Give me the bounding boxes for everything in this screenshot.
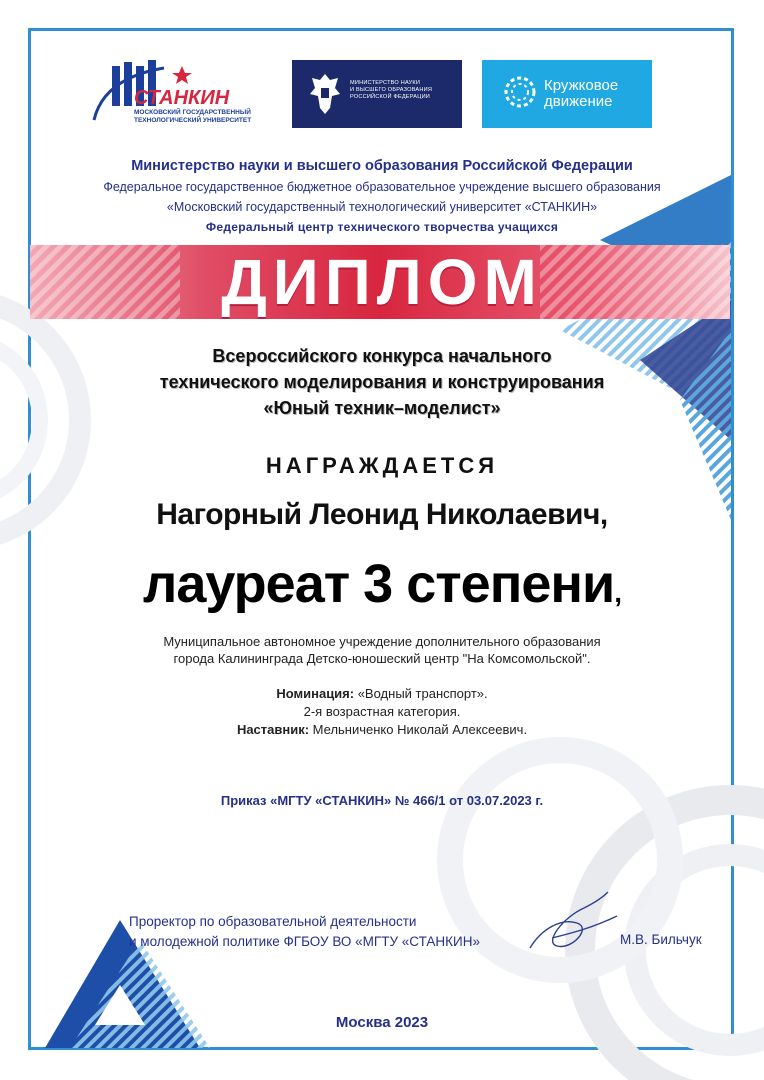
signer-position-line2: и молодежной политике ФГБОУ ВО «МГТУ «СТАНКИН»	[129, 934, 480, 949]
header-ministry: Министерство науки и высшего образования Российской Федерации	[131, 158, 633, 174]
logos-row	[84, 58, 654, 134]
kruzhok-logo-line1: Кружковое	[544, 77, 619, 94]
header-university: «Московский государственный технологический университет «СТАНКИН»	[166, 200, 598, 214]
svg-text:ТЕХНОЛОГИЧЕСКИЙ УНИВЕРСИТЕТ: ТЕХНОЛОГИЧЕСКИЙ УНИВЕРСИТЕТ	[134, 117, 252, 124]
ministry-logo	[292, 60, 462, 128]
signer-name: М.В. Бильчук	[620, 932, 702, 947]
contest-line1: Всероссийского конкурса начального	[212, 346, 552, 366]
eagle-crest-icon	[308, 70, 342, 116]
ministry-logo-line2: И ВЫСШЕГО ОБРАЗОВАНИЯ	[350, 87, 433, 93]
signer-position-line1: Проректор по образовательной деятельности	[129, 914, 417, 929]
awarded-label: НАГРАЖДАЕТСЯ	[265, 453, 499, 478]
header-center: Федеральный центр технического творчества учащихся	[205, 220, 559, 234]
diploma-title: ДИПЛОМ	[221, 246, 543, 318]
award-place	[0, 553, 764, 615]
contest-line2: технического моделирования и конструирования	[159, 372, 605, 392]
award-details	[80, 685, 684, 739]
svg-text:МОСКОВСКИЙ ГОСУДАРСТВЕННЫЙ: МОСКОВСКИЙ ГОСУДАРСТВЕННЫЙ	[134, 109, 251, 116]
order-reference: Приказ «МГТУ «СТАНКИН» № 466/1 от 03.07.2023 г.	[220, 793, 544, 808]
organization-line2: города Калининграда Детско-юношеский центр "На Комсомольской".	[173, 651, 591, 666]
nomination-row	[80, 685, 684, 703]
age-category: 2-я возрастная категория.	[303, 704, 461, 719]
kruzhok-ring-icon	[500, 72, 540, 112]
mentor-row	[80, 721, 684, 739]
award-place-comma: ,	[614, 577, 621, 608]
organization	[80, 633, 684, 667]
city-year: Москва 2023	[335, 1014, 429, 1031]
mentor-value: Мельниченко Николай Алексеевич.	[309, 722, 528, 737]
header-institution-type: Федеральное государственное бюджетное образовательное учреждение высшего образования	[103, 180, 661, 194]
kruzhok-logo-line2: движение	[544, 93, 613, 110]
contest-name	[60, 343, 704, 421]
stankin-logo-text: СТАНКИН	[134, 87, 230, 109]
ministry-logo-line1: МИНИСТЕРСТВО НАУКИ	[350, 80, 421, 86]
recipient-name: Нагорный Леонид Николаевич,	[156, 498, 608, 531]
contest-line3: «Юный техник–моделист»	[263, 398, 501, 418]
organization-line1: Муниципальное автономное учреждение дополнительного образования	[163, 634, 601, 649]
ministry-logo-line3: РОССИЙСКОЙ ФЕДЕРАЦИИ	[350, 94, 431, 100]
award-place-text: лауреат 3 степени	[143, 554, 615, 614]
mentor-label: Наставник:	[236, 722, 310, 737]
nomination-label: Номинация:	[276, 686, 355, 701]
stankin-logo	[84, 58, 264, 134]
kruzhok-logo	[482, 60, 652, 128]
signature-mark	[522, 888, 622, 958]
nomination-value: «Водный транспорт».	[354, 686, 488, 701]
signer-position	[129, 912, 480, 952]
